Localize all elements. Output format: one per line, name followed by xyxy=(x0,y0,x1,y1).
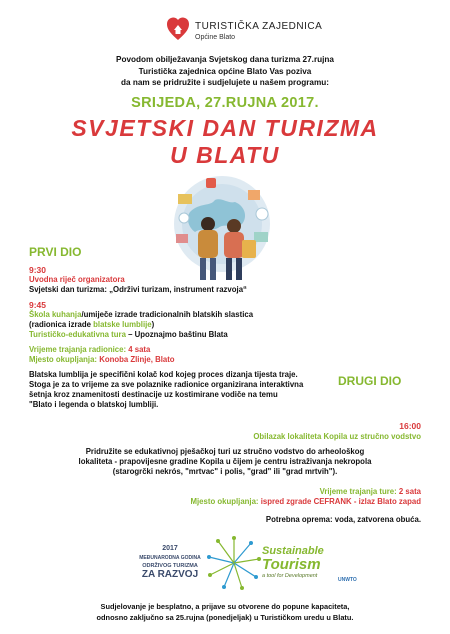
description-line: Blatska lumblija je specifični kolač kod kojeg proces dizanja tijesta traje. xyxy=(29,370,298,379)
logo-text: MEĐUNARODNA GODINA xyxy=(139,554,201,561)
agenda-text: – Upoznajmo baštinu Blata xyxy=(125,330,228,339)
tour-title: Obilazak lokaliteta Kopila uz stručno vodstvo xyxy=(253,432,421,441)
equipment-note: Potrebna oprema: voda, zatvorena obuća. xyxy=(265,515,421,524)
agenda-item: Uvodna riječ organizatora xyxy=(29,275,125,284)
agenda-text: /umiječe izrade tradicionalnih blatskih slastica xyxy=(81,310,254,319)
duration-value: 2 sata xyxy=(398,487,421,496)
highlight-text: blatske lumblije xyxy=(93,320,152,329)
globe-travelers-illustration xyxy=(150,172,295,282)
description-line: (starogrčki nekrós, "mrtvac" i polis, "grad" ili "grad mrtvih"). xyxy=(112,467,338,476)
agenda-text: (radionica izrade xyxy=(29,320,94,329)
duration-line xyxy=(29,345,150,355)
location-line xyxy=(29,355,175,365)
location-value: ispred zgrade CEFRANK - izlaz Blato zapad xyxy=(260,497,421,506)
description-line: šetnja kroz znamenitosti destinacije uz kostimirane vodiče na temu xyxy=(29,390,278,399)
event-date: SRIJEDA, 27.RUJNA 2017. xyxy=(131,95,319,111)
location-label: Mjesto okupljanja: xyxy=(29,355,100,364)
intro-line: Turistička zajednica općine Blato Vas poziva xyxy=(138,66,312,76)
logo-text: ZA RAZVOJ xyxy=(141,568,199,580)
duration-line xyxy=(320,487,421,497)
intro-text xyxy=(0,54,450,89)
agenda-item xyxy=(29,320,154,330)
logo-text: 2017 xyxy=(162,545,178,552)
footer-line: Sudjelovanje je besplatno, a prijave su otvorene do popune kapaciteta, xyxy=(100,602,350,611)
section-heading-part2: DRUGI DIO xyxy=(338,374,402,388)
event-title-line1: SVJETSKI DAN TURIZMA xyxy=(71,115,379,141)
time-label: 9:45 xyxy=(29,300,47,310)
unwto-logo: UNWTO xyxy=(338,577,357,583)
agenda-item xyxy=(29,330,228,340)
tour-description xyxy=(0,447,450,477)
intro-line: da nam se pridružite i sudjelujete u našem programu: xyxy=(121,78,329,87)
logo-text: Tourism xyxy=(262,556,321,573)
location-value: Konoba Zlinje, Blato xyxy=(99,355,175,364)
footer-note xyxy=(0,601,450,623)
description-line: "Blato i legenda o blatskoj lumbliji. xyxy=(29,400,159,409)
location-line xyxy=(191,497,421,507)
agenda-text: ) xyxy=(151,320,155,329)
duration-label: Vrijeme trajanja ture: xyxy=(319,487,399,496)
highlight-text: Škola kuhanja xyxy=(29,310,82,319)
intro-line: Povodom obilježavanja Svjetskog dana turizma 27.rujna xyxy=(116,55,334,64)
org-subtitle: Općine Blato xyxy=(195,34,236,41)
footer-line: odnosno zaključno sa 25.rujna (ponedjeljak) u Turističkom uredu u Blatu. xyxy=(96,613,354,622)
time-label: 9:30 xyxy=(29,265,47,275)
description-line: Pridružite se edukativnoj pješačkoj turi uz stručno vodstvo do arheološkog xyxy=(85,447,365,456)
logo-text: ODRŽIVOG TURIZMA xyxy=(142,563,198,569)
duration-value: 4 sata xyxy=(128,345,151,354)
agenda-item: Svjetski dan turizma: „Održivi turizam, instrument razvoja“ xyxy=(29,285,247,294)
description-line: lokaliteta - prapovijesne gradine Kopila u čijem je centru istraživanja nekropola xyxy=(78,457,372,466)
duration-label: Vrijeme trajanja radionice: xyxy=(29,345,129,354)
org-name: TURISTIČKA ZAJEDNICA xyxy=(195,21,323,32)
section-heading-part1: PRVI DIO xyxy=(29,245,82,259)
location-label: Mjesto okupljanja: xyxy=(190,497,261,506)
agenda-item xyxy=(29,310,253,320)
sustainable-tourism-logo xyxy=(262,545,372,593)
heart-icon xyxy=(166,16,190,42)
dandelion-burst-icon xyxy=(206,535,262,591)
logo-text: Sustainable xyxy=(262,545,324,557)
description-line: Stoga je za to vrijeme za sve polaznike radionice organizirana interaktivna xyxy=(29,380,304,389)
year-of-tourism-logo xyxy=(135,545,205,593)
highlight-text: Turističko-edukativna tura xyxy=(29,330,126,339)
event-title-line2: U BLATU xyxy=(170,142,280,168)
logo-text: a tool for Development xyxy=(262,573,318,579)
time-label: 16:00 xyxy=(399,421,421,431)
